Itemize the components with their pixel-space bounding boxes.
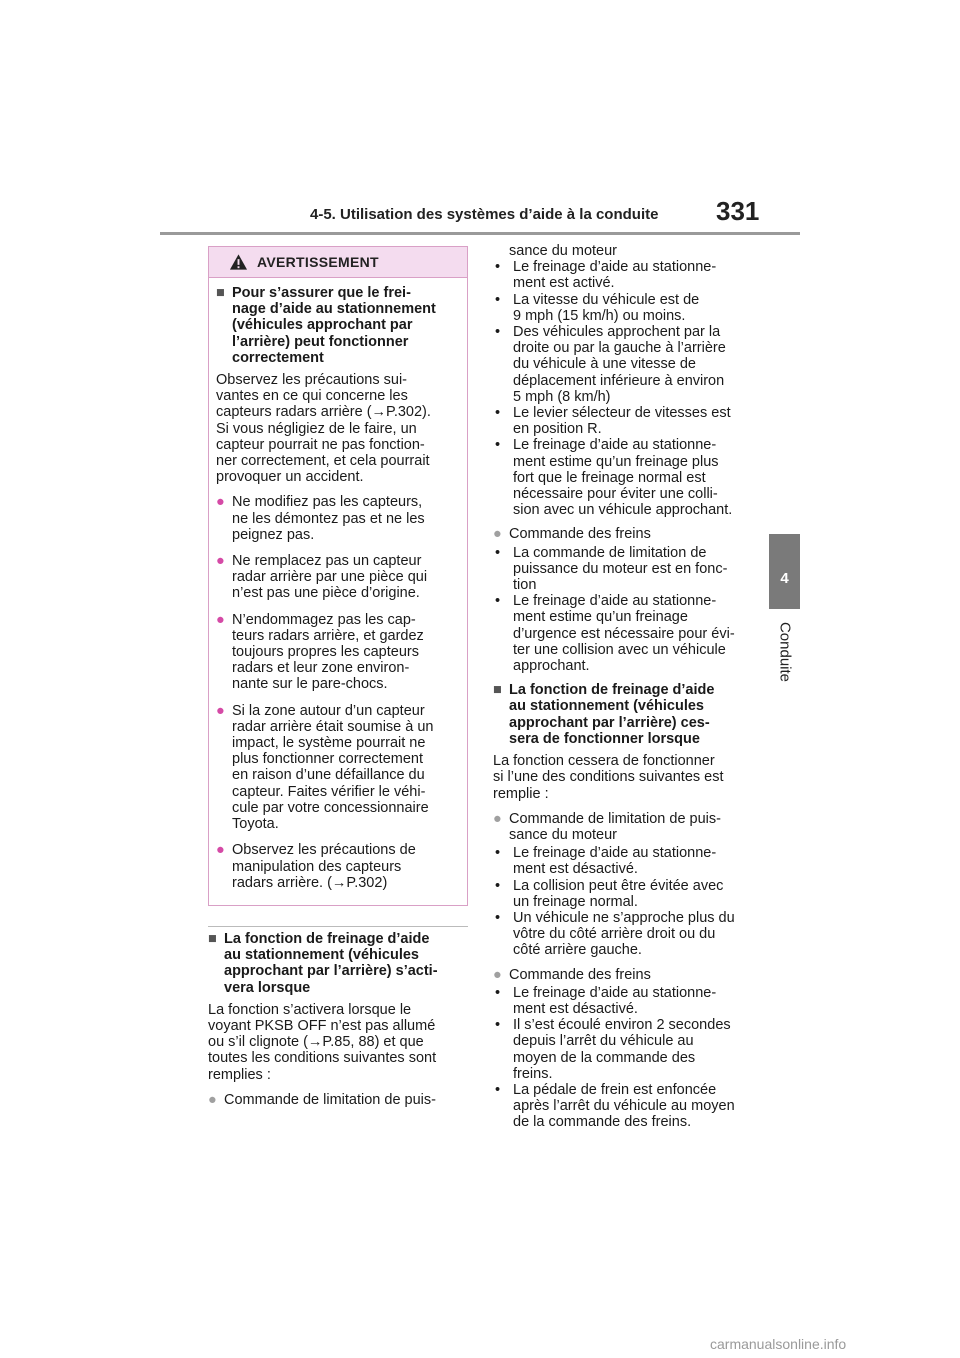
text-line: sion avec un véhicule approchant.: [513, 502, 733, 519]
text-line: capteurs radars arrière (→P.302).: [216, 404, 431, 421]
text-line: Ne modifiez pas les capteurs,: [232, 494, 423, 511]
text-line: en raison d’une défaillance du: [232, 767, 425, 784]
warning-bullet-text: [232, 703, 434, 833]
text-line: N’endommagez pas les cap-: [232, 611, 416, 628]
page-number: 331: [716, 196, 760, 226]
activation-heading-text: [224, 931, 438, 996]
text-line: impact, le système pourrait ne: [232, 735, 426, 752]
round-bullet-icon: ●: [216, 553, 225, 570]
deactivation-intro: [493, 753, 758, 802]
text-line: droite ou par la gauche à l’arrière: [513, 340, 726, 357]
text-line: Des véhicules approchent par la: [513, 324, 721, 341]
text-line: ment est désactivé.: [513, 861, 638, 878]
warning-bullet-text: [232, 494, 425, 543]
text-line: après l’arrêt du véhicule au moyen: [513, 1098, 735, 1115]
activation-heading: [208, 931, 470, 996]
condition-text: [513, 324, 726, 405]
text-line: capteur. Faites vérifier le véhi-: [232, 783, 426, 800]
warning-bullet: [216, 612, 459, 693]
text-line: ne les démontez pas et ne les: [232, 510, 425, 527]
text-line: Il s’est écoulé environ 2 secondes: [513, 1017, 731, 1034]
text-line: fort que le freinage normal est: [513, 469, 706, 486]
text-line: l’arrière) peut fonctionner: [232, 333, 409, 350]
text-line: approchant.: [513, 658, 590, 675]
text-line: radars arrière. (→P.302): [232, 874, 388, 891]
text-line: Le freinage d’aide au stationne-: [513, 845, 717, 862]
warning-header: [209, 247, 467, 278]
dash-bullet-icon: •: [495, 405, 501, 422]
activation-bullet-brakes-text: [509, 526, 651, 542]
text-line: Un véhicule ne s’approche plus du: [513, 909, 735, 926]
dash-bullet-icon: •: [495, 984, 501, 1001]
text-line: approchant par l’arrière) ces-: [509, 714, 710, 731]
warning-bullet: [216, 842, 459, 891]
activation-bullet-brakes: [493, 526, 758, 542]
chapter-tab[interactable]: [769, 534, 800, 609]
condition-item: [493, 845, 758, 877]
text-line: sera de fonctionner lorsque: [509, 730, 700, 747]
text-line: approchant par l’arrière) s’acti-: [224, 963, 438, 980]
text-line: de la commande des freins.: [513, 1114, 692, 1131]
text-line: tion: [513, 577, 537, 594]
deactivation-heading: [493, 682, 758, 747]
text-line: ment est activé.: [513, 275, 615, 292]
dash-bullet-icon: •: [495, 324, 501, 341]
square-bullet-icon: ■: [216, 285, 225, 301]
text-line: ner correctement, et cela pourrait: [216, 453, 430, 470]
round-bullet-icon: ●: [216, 494, 225, 511]
text-line: La commande de limitation de: [513, 544, 707, 561]
warning-bullets: [216, 494, 459, 890]
warning-intro: [216, 372, 459, 485]
text-line: Observez les précautions sui-: [216, 372, 407, 389]
warning-body: [209, 278, 467, 891]
text-line: ment est désactivé.: [513, 1000, 638, 1017]
condition-text: [513, 878, 723, 910]
text-line: vera lorsque: [224, 979, 311, 996]
warning-heading: [216, 285, 459, 366]
text-line: côté arrière gauche.: [513, 942, 642, 959]
text-line: La collision peut être évitée avec: [513, 877, 724, 894]
condition-item: [493, 1017, 758, 1082]
text-line: Le freinage d’aide au stationne-: [513, 984, 717, 1001]
activation-intro: [208, 1002, 470, 1083]
condition-text: [513, 292, 699, 324]
condition-text: [513, 405, 731, 437]
deactivation-heading-text: [509, 682, 714, 747]
text-line: au stationnement (véhicules: [509, 698, 704, 715]
warning-bullet: [216, 703, 459, 833]
text-line: n’est pas une pièce d’origine.: [232, 585, 420, 602]
text-line: du véhicule à une vitesse de: [513, 356, 696, 373]
header-rule: [160, 232, 800, 235]
warning-bullet-text: [232, 842, 416, 891]
column-divider: [208, 926, 468, 927]
text-line: capteur pourrait ne pas fonction-: [216, 436, 425, 453]
condition-item: [493, 437, 758, 518]
activation-brake-conditions: [493, 545, 758, 675]
text-line: vôtre du côté arrière droit ou du: [513, 926, 716, 943]
condition-item: [493, 910, 758, 959]
condition-item: [493, 324, 758, 405]
text-line: La vitesse du véhicule est de: [513, 291, 700, 308]
warning-heading-text: [232, 285, 436, 366]
text-line: vantes en ce qui concerne les: [216, 388, 408, 405]
text-line: sance du moteur: [509, 243, 618, 259]
text-line: 5 mph (8 km/h): [513, 388, 611, 405]
text-line: sance du moteur: [509, 826, 618, 843]
chapter-label-text: Conduite: [776, 621, 793, 683]
text-line: radar arrière par une pièce qui: [232, 569, 428, 586]
dash-bullet-icon: •: [495, 1081, 501, 1098]
text-line: La fonction cessera de fonctionner: [493, 753, 715, 770]
text-line: Observez les précautions de: [232, 842, 416, 859]
deactivation-bullet-engine-text: [509, 811, 721, 843]
dash-bullet-icon: •: [495, 593, 501, 610]
activation-engine-conditions: [493, 259, 758, 518]
text-line: d’urgence est nécessaire pour évi-: [513, 625, 735, 642]
text-line: teurs radars arrière, et gardez: [232, 627, 424, 644]
text-line: depuis l’arrêt du véhicule au: [513, 1033, 694, 1050]
activation-bullet-engine: [208, 1092, 470, 1108]
condition-item: [493, 545, 758, 594]
text-line: 9 mph (15 km/h) ou moins.: [513, 307, 686, 324]
text-line: déplacement inférieure à environ: [513, 372, 725, 389]
dash-bullet-icon: •: [495, 544, 501, 561]
square-bullet-icon: ■: [493, 682, 502, 699]
text-line: Pour s’assurer que le frei-: [232, 285, 411, 301]
text-line: au stationnement (véhicules: [224, 947, 419, 964]
text-line: ter une collision avec un véhicule: [513, 641, 726, 658]
text-line: Si la zone autour d’un capteur: [232, 702, 425, 719]
text-line: Si vous négligiez de le faire, un: [216, 420, 417, 437]
condition-item: [493, 259, 758, 291]
text-line: radar arrière était soumise à un: [232, 718, 434, 735]
warning-bullet-text: [232, 553, 427, 602]
text-line: Le levier sélecteur de vitesses est: [513, 405, 731, 422]
text-line: freins.: [513, 1065, 553, 1082]
condition-item: [493, 878, 758, 910]
text-line: Commande des freins: [509, 526, 651, 543]
text-line: nécessaire pour éviter une colli-: [513, 486, 718, 503]
chapter-label: [769, 612, 800, 692]
dash-bullet-icon: •: [495, 1017, 501, 1034]
dash-bullet-icon: •: [495, 877, 501, 894]
round-bullet-icon: ●: [216, 611, 225, 628]
text-line: remplies :: [208, 1066, 271, 1083]
text-line: toutes les conditions suivantes sont: [208, 1050, 437, 1067]
round-bullet-icon: ●: [493, 810, 502, 827]
section-title: 4-5. Utilisation des systèmes d’aide à la conduite: [310, 206, 659, 223]
text-line: un freinage normal.: [513, 893, 638, 910]
square-bullet-icon: ■: [208, 931, 217, 947]
deactivation-bullet-engine: [493, 811, 758, 843]
text-line: remplie :: [493, 785, 549, 802]
text-line: La fonction de freinage d’aide: [224, 931, 430, 947]
round-bullet-icon: ●: [208, 1091, 217, 1108]
text-line: Ne remplacez pas un capteur: [232, 553, 422, 570]
warning-box: [208, 246, 468, 906]
dash-bullet-icon: •: [495, 845, 501, 862]
condition-item: [493, 405, 758, 437]
condition-text: [513, 845, 716, 877]
text-line: ment estime qu’un freinage: [513, 609, 688, 626]
right-column: [493, 243, 758, 1131]
dash-bullet-icon: •: [495, 259, 501, 276]
text-line: si l’une des conditions suivantes est: [493, 769, 724, 786]
condition-text: [513, 910, 735, 959]
warning-triangle-icon: [229, 253, 248, 271]
text-line: radars et leur zone environ-: [232, 660, 410, 677]
text-line: (véhicules approchant par: [232, 317, 413, 334]
condition-text: [513, 1017, 731, 1082]
text-line: puissance du moteur est en fonc-: [513, 560, 728, 577]
activation-section: [208, 931, 470, 1110]
text-line: Commande de limitation de puis-: [224, 1091, 436, 1108]
text-line: cule par votre concessionnaire: [232, 799, 429, 816]
condition-item: [493, 1082, 758, 1131]
text-line: Le freinage d’aide au stationne-: [513, 593, 717, 610]
text-line: Commande des freins: [509, 966, 651, 983]
condition-text: [513, 985, 716, 1017]
condition-text: [513, 545, 727, 594]
round-bullet-icon: ●: [493, 966, 502, 983]
text-line: ou s’il clignote (→P.85, 88) et que: [208, 1034, 424, 1051]
text-line: La fonction s’activera lorsque le: [208, 1001, 412, 1018]
text-line: en position R.: [513, 421, 602, 438]
text-line: La pédale de frein est enfoncée: [513, 1081, 717, 1098]
watermark[interactable]: carmanualsonline.info: [710, 1336, 847, 1352]
text-line: peignez pas.: [232, 526, 315, 543]
dash-bullet-icon: •: [495, 909, 501, 926]
text-line: ment estime qu’un freinage plus: [513, 453, 719, 470]
dash-bullet-icon: •: [495, 437, 501, 454]
warning-title: AVERTISSEMENT: [257, 254, 379, 270]
round-bullet-icon: ●: [493, 526, 502, 543]
deactivation-bullet-brakes: [493, 967, 758, 983]
condition-text: [513, 259, 716, 291]
text-line: nage d’aide au stationnement: [232, 301, 436, 318]
text-line: La fonction de freinage d’aide: [509, 682, 715, 699]
deactivation-bullet-brakes-text: [509, 967, 651, 983]
text-line: toujours propres les capteurs: [232, 644, 419, 661]
text-line: Le freinage d’aide au stationne-: [513, 437, 717, 454]
activation-bullet-engine-text: [224, 1092, 436, 1108]
dash-bullet-icon: •: [495, 291, 501, 308]
chapter-number: 4: [780, 570, 789, 587]
text-line: moyen de la commande des: [513, 1049, 696, 1066]
text-line: Le freinage d’aide au stationne-: [513, 259, 717, 276]
activation-bullet-engine-cont: [493, 243, 758, 259]
condition-text: [513, 1082, 735, 1131]
condition-item: [493, 985, 758, 1017]
text-line: correctement: [232, 349, 324, 366]
condition-text: [513, 593, 735, 674]
warning-bullet: [216, 494, 459, 543]
warning-bullet-text: [232, 612, 424, 693]
condition-item: [493, 292, 758, 324]
round-bullet-icon: ●: [216, 702, 225, 719]
condition-text: [513, 437, 732, 518]
text-line: manipulation des capteurs: [232, 858, 402, 875]
deactivation-engine-conditions: [493, 845, 758, 958]
text-line: provoquer un accident.: [216, 469, 364, 486]
text-line: nante sur le pare-chocs.: [232, 676, 388, 693]
deactivation-brake-conditions: [493, 985, 758, 1131]
text-line: Toyota.: [232, 816, 279, 833]
round-bullet-icon: ●: [216, 842, 225, 859]
text-line: Commande de limitation de puis-: [509, 810, 721, 827]
text-line: plus fonctionner correctement: [232, 751, 424, 768]
text-line: voyant PKSB OFF n’est pas allumé: [208, 1018, 436, 1035]
condition-item: [493, 593, 758, 674]
warning-bullet: [216, 553, 459, 602]
